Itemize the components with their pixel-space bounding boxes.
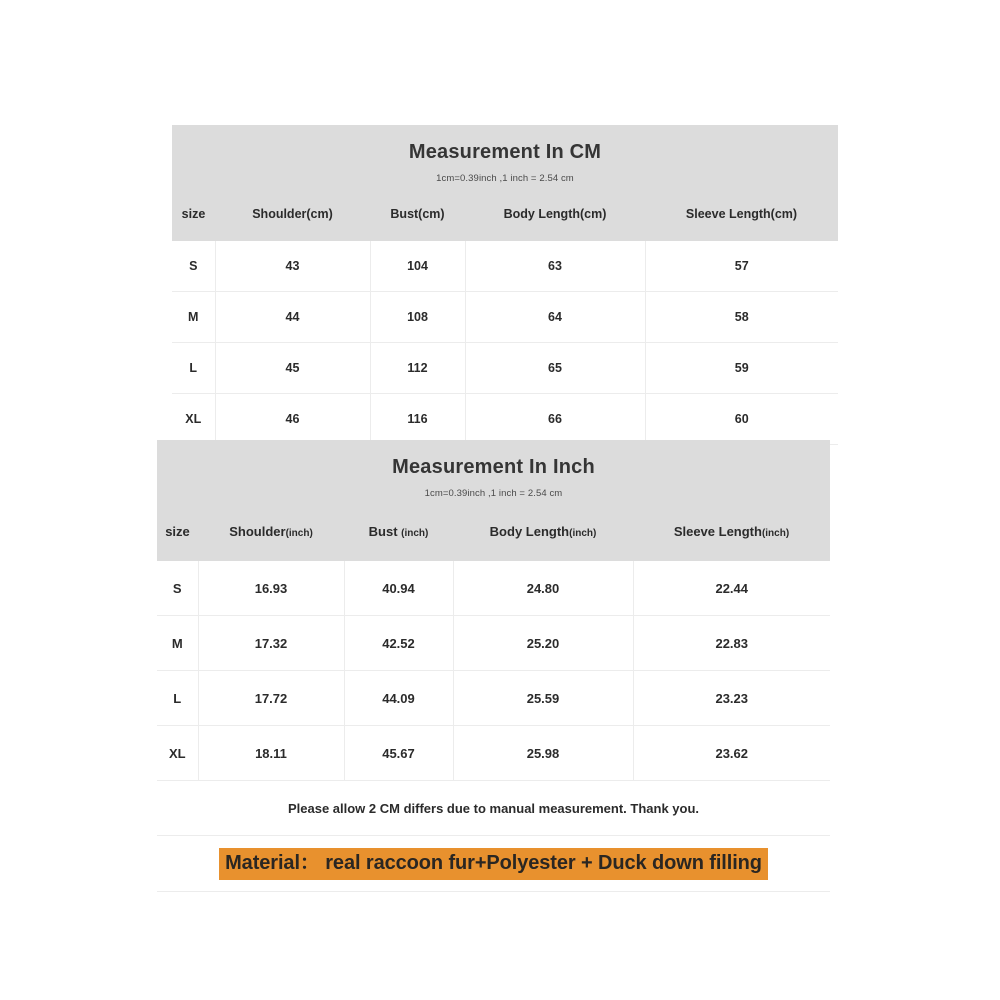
cell-body-length: 25.59 bbox=[453, 671, 633, 726]
cell-shoulder: 17.72 bbox=[198, 671, 344, 726]
table-row bbox=[172, 241, 838, 292]
measurement-disclaimer-row bbox=[157, 781, 830, 836]
table-row bbox=[172, 343, 838, 394]
cell-sleeve-length: 23.62 bbox=[633, 726, 830, 781]
cm-table-header-band bbox=[172, 125, 838, 185]
inch-col-header-body-length bbox=[453, 500, 633, 561]
cm-table-title: Measurement In CM bbox=[408, 141, 602, 163]
inch-measurements-grid bbox=[157, 500, 830, 892]
inch-col-header-body-length-label: Body Length bbox=[489, 524, 570, 539]
inch-col-header-size bbox=[157, 500, 198, 561]
material-highlight-text: Material： real raccoon fur+Polyester + Duck down filling bbox=[219, 848, 768, 880]
cell-body-length: 25.20 bbox=[453, 616, 633, 671]
cell-bust: 40.94 bbox=[344, 561, 453, 616]
cell-bust: 104 bbox=[370, 241, 465, 292]
cell-size: M bbox=[157, 616, 198, 671]
cell-shoulder: 44 bbox=[215, 292, 370, 343]
cell-body-length: 65 bbox=[465, 343, 645, 394]
cell-size: XL bbox=[157, 726, 198, 781]
cell-body-length: 24.80 bbox=[453, 561, 633, 616]
cell-shoulder: 18.11 bbox=[198, 726, 344, 781]
cell-size: M bbox=[172, 292, 215, 343]
material-row bbox=[157, 836, 830, 892]
cell-sleeve-length: 22.44 bbox=[633, 561, 830, 616]
table-row bbox=[157, 726, 830, 781]
cm-col-header-size: size bbox=[172, 185, 215, 241]
material-banner bbox=[157, 836, 830, 891]
cm-table-header-row bbox=[172, 185, 838, 241]
cell-sleeve-length: 59 bbox=[645, 343, 838, 394]
cell-body-length: 66 bbox=[465, 394, 645, 445]
cm-table-subtitle: 1cm=0.39inch ,1 inch = 2.54 cm bbox=[436, 173, 574, 184]
cell-size: S bbox=[172, 241, 215, 292]
cell-bust: 116 bbox=[370, 394, 465, 445]
cell-sleeve-length: 57 bbox=[645, 241, 838, 292]
inch-col-header-size-label: size bbox=[165, 524, 190, 539]
inch-col-header-sleeve-length-label: Sleeve Length bbox=[673, 524, 762, 539]
cell-size: L bbox=[157, 671, 198, 726]
measurement-cm-table bbox=[172, 125, 838, 445]
inch-col-header-bust-label: Bust bbox=[368, 524, 402, 539]
cm-col-header-bust: Bust(cm) bbox=[370, 185, 465, 241]
cell-size: XL bbox=[172, 394, 215, 445]
cm-measurements-grid bbox=[172, 185, 838, 445]
inch-table-header-row bbox=[157, 500, 830, 561]
cell-sleeve-length: 60 bbox=[645, 394, 838, 445]
table-row bbox=[172, 394, 838, 445]
table-row bbox=[172, 292, 838, 343]
inch-table-title: Measurement In Inch bbox=[392, 456, 595, 478]
cell-body-length: 64 bbox=[465, 292, 645, 343]
cell-bust: 108 bbox=[370, 292, 465, 343]
cell-shoulder: 17.32 bbox=[198, 616, 344, 671]
material-cell bbox=[157, 836, 830, 892]
inch-table-header-band bbox=[157, 440, 830, 500]
table-row bbox=[157, 561, 830, 616]
inch-col-header-shoulder-label: Shoulder bbox=[229, 524, 286, 539]
inch-col-header-shoulder bbox=[198, 500, 344, 561]
cell-size: S bbox=[157, 561, 198, 616]
cm-col-header-body-length: Body Length(cm) bbox=[465, 185, 645, 241]
inch-col-header-sleeve-length bbox=[633, 500, 830, 561]
cell-body-length: 25.98 bbox=[453, 726, 633, 781]
cm-col-header-sleeve-length: Sleeve Length(cm) bbox=[645, 185, 838, 241]
inch-col-header-sleeve-length-unit: (inch) bbox=[761, 528, 790, 539]
cell-sleeve-length: 22.83 bbox=[633, 616, 830, 671]
cell-bust: 42.52 bbox=[344, 616, 453, 671]
cm-col-header-shoulder: Shoulder(cm) bbox=[215, 185, 370, 241]
table-row bbox=[157, 671, 830, 726]
inch-col-header-bust-unit: (inch) bbox=[401, 528, 429, 539]
cell-bust: 44.09 bbox=[344, 671, 453, 726]
inch-col-header-shoulder-unit: (inch) bbox=[285, 528, 313, 539]
cell-bust: 112 bbox=[370, 343, 465, 394]
cell-size: L bbox=[172, 343, 215, 394]
cell-bust: 45.67 bbox=[344, 726, 453, 781]
measurement-inch-table bbox=[157, 440, 830, 892]
inch-col-header-body-length-unit: (inch) bbox=[569, 528, 597, 539]
cell-shoulder: 46 bbox=[215, 394, 370, 445]
cell-sleeve-length: 58 bbox=[645, 292, 838, 343]
inch-table-subtitle: 1cm=0.39inch ,1 inch = 2.54 cm bbox=[424, 488, 563, 499]
measurement-disclaimer-text: Please allow 2 CM differs due to manual measurement. Thank you. bbox=[157, 781, 830, 836]
inch-col-header-bust bbox=[344, 500, 453, 561]
cell-sleeve-length: 23.23 bbox=[633, 671, 830, 726]
cell-shoulder: 45 bbox=[215, 343, 370, 394]
cell-shoulder: 43 bbox=[215, 241, 370, 292]
table-row bbox=[157, 616, 830, 671]
cell-shoulder: 16.93 bbox=[198, 561, 344, 616]
cell-body-length: 63 bbox=[465, 241, 645, 292]
